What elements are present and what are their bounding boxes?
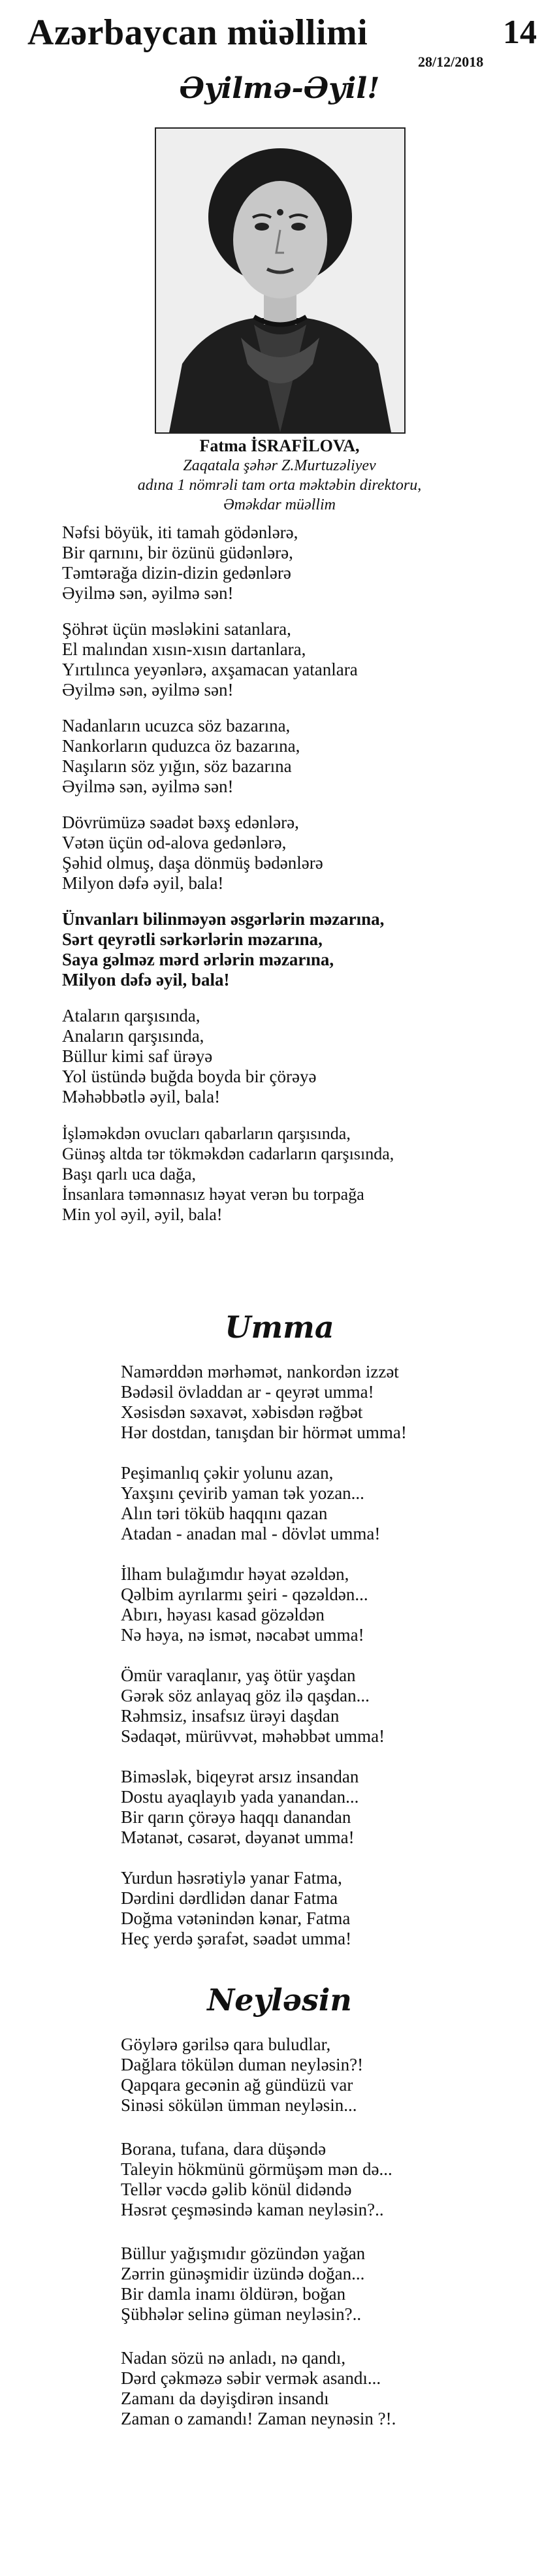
stanza [121, 1666, 385, 1747]
poem-line: Nankorların quduzca öz bazarına, [62, 736, 300, 756]
poem-line: Taleyin hökmünü görmüşəm mən də... [121, 2159, 392, 2179]
poem-line: Şəhid olmuş, daşa dönmüş bədənlərə [62, 853, 323, 873]
poem-line: Hər dostdan, tanışdan bir hörmət umma! [121, 1423, 407, 1442]
poem-line: Bədəsil övladdan ar - qeyrət umma! [121, 1382, 374, 1402]
poem-line: Büllur yağışmıdır gözündən yağan [121, 2244, 366, 2263]
poem-line: Xəsisdən səxavət, xəbisdən rəğbət [121, 1402, 363, 1422]
poem-line: Anaların qarşısında, [62, 1026, 204, 1046]
poem-line: Heç yerdə şərafət, səadət umma! [121, 1929, 352, 1948]
poem-line: Göylərə gərilsə qara buludlar, [121, 2035, 331, 2054]
poem-line: Nəfsi böyük, iti tamah gödənlərə, [62, 523, 298, 542]
poem-line: Dərdini dərdlidən danar Fatma [121, 1888, 338, 1908]
poem-line: Nadanların ucuzca söz bazarına, [62, 716, 291, 735]
stanza [121, 1767, 359, 1848]
poem-line: Naşıların söz yığın, söz bazarına [62, 756, 292, 776]
poem-line: İnsanlara təmənnasız həyat verən bu torpağa [62, 1185, 364, 1204]
poem-line: Dostu ayaqlayıb yada yanandan... [121, 1787, 359, 1807]
poem-line: Bir qarın çörəyə haqqı danandan [121, 1807, 351, 1827]
poem-line: Təmtərağa dizin-dizin gedənlərə [62, 563, 291, 583]
poem-line: Nə həya, nə ismət, nəcabət umma! [121, 1625, 364, 1645]
poem-line: Yurdun həsrətiylə yanar Fatma, [121, 1868, 342, 1888]
stanza [121, 1362, 407, 1443]
stanza [62, 1123, 394, 1225]
poem-line: Yırtılınca yeyənlərə, axşamacan yatanlara [62, 660, 358, 679]
stanza [121, 2139, 392, 2220]
author-title: Əməkdar müəllim [223, 496, 336, 513]
poem-line: Tellər vəcdə gəlib könül didəndə [121, 2180, 352, 2199]
poem-line: Min yol əyil, əyil, bala! [62, 1205, 223, 1224]
stanza [62, 813, 323, 894]
stanza [62, 909, 384, 990]
poem-line: İşləməkdən ovucları qabarların qarşısında, [62, 1124, 351, 1143]
stanza [121, 1564, 368, 1645]
poem-title: Umma [225, 1310, 334, 1345]
poem-line: Sinəsi sökülən ümman neyləsin... [121, 2095, 357, 2115]
poem-line: Doğma vətənindən kənar, Fatma [121, 1908, 351, 1928]
poem-line: Dərd çəkməzə səbir vermək asandı... [121, 2368, 381, 2388]
poem-line: Atadan - anadan mal - dövlət umma! [121, 1524, 381, 1543]
poem-line: Ataların qarşısında, [62, 1006, 200, 1025]
poem-line: Zamanı da dəyişdirən insandı [121, 2389, 329, 2408]
poem-line: Zaman o zamandı! Zaman neynəsin ?!. [121, 2409, 396, 2428]
stanza [121, 2244, 365, 2325]
poem-line: Peşimanlıq çəkir yolunu azan, [121, 1463, 334, 1483]
poem-line: Yol üstündə buğda boyda bir çörəyə [62, 1067, 317, 1086]
poem-line: Həsrət çeşməsində kaman neyləsin?.. [121, 2200, 384, 2219]
poem-line: Dövrümüzə səadət bəxş edənlərə, [62, 813, 299, 832]
stanza [121, 2035, 363, 2116]
poem-line: Nadan sözü nə anladı, nə qandı, [121, 2348, 346, 2368]
poem-line: Gərək söz anlayaq göz ilə qaşdan... [121, 1686, 370, 1705]
stanza [62, 523, 298, 604]
poem-line: Yaxşını çevirib yaman tək yozan... [121, 1483, 364, 1503]
poem-line: Zərrin günəşmidir üzündə doğan... [121, 2264, 365, 2283]
stanza [121, 1868, 351, 1949]
poem-line: Günəş altda tər tökməkdən cadarların qarşısında, [62, 1144, 394, 1163]
poem-line: Məhəbbətlə əyil, bala! [62, 1087, 221, 1106]
poem-line: Sədaqət, mürüvvət, məhəbbət umma! [121, 1726, 385, 1746]
stanza [121, 1463, 380, 1544]
portrait-image [156, 129, 404, 432]
poem-line: Ünvanları bilinməyən əsgərlərin məzarına, [62, 909, 385, 929]
poem-line: Mətanət, cəsarət, dəyanət umma! [121, 1827, 355, 1847]
author-affiliation: Zaqatala şəhər Z.Murtuzəliyev [183, 457, 376, 474]
poem-line: Rəhmsiz, insafsız ürəyi daşdan [121, 1706, 340, 1726]
poem-line: Borana, tufana, dara düşəndə [121, 2139, 327, 2159]
poem-line: Saya gəlməz mərd ərlərin məzarına, [62, 950, 334, 969]
poem-line: İlham bulağımdır həyat əzəldən, [121, 1564, 349, 1584]
masthead: Azərbaycan müəllimi [27, 12, 368, 53]
author-photo [155, 127, 406, 434]
stanza [62, 1006, 316, 1107]
poem-title: Neyləsin [207, 1982, 352, 2018]
poem-line: Milyon dəfə əyil, bala! [62, 873, 224, 893]
poem-line: Biməslək, biqeyrət arsız insandan [121, 1767, 359, 1786]
poem-line: Bir qarnını, bir özünü güdənlərə, [62, 543, 293, 562]
poem-title: Əyilmə-Əyil! [179, 72, 380, 105]
stanza [121, 2348, 396, 2429]
poem-line: Qapqara gecənin ağ gündüzü var [121, 2075, 353, 2095]
page-number: 14 [503, 14, 537, 51]
poem-line: Əyilmə sən, əyilmə sən! [62, 777, 234, 796]
poem-line: Şöhrət üçün məsləkini satanlara, [62, 619, 291, 639]
poem-line: Vətən üçün od-alova gedənlərə, [62, 833, 287, 852]
poem-line: Dağlara tökülən duman neyləsin?! [121, 2055, 364, 2074]
poem-line: Sərt qeyrətli sərkərlərin məzarına, [62, 929, 323, 949]
poem-line: Əyilmə sən, əyilmə sən! [62, 680, 234, 700]
poem-line: Büllur kimi saf ürəyə [62, 1046, 213, 1066]
poem-line: Əyilmə sən, əyilmə sən! [62, 583, 234, 603]
poem-line: Ömür varaqlanır, yaş ötür yaşdan [121, 1666, 356, 1685]
author-caption [0, 436, 559, 515]
stanza [62, 716, 300, 797]
author-name: Fatma İSRAFİLOVA, [199, 436, 360, 455]
poem-line: Qəlbim ayrılarmı şeiri - qəzəldən... [121, 1585, 368, 1604]
poem-line: Milyon dəfə əyil, bala! [62, 970, 230, 990]
author-position: adına 1 nömrəli tam orta məktəbin direktoru, [137, 477, 422, 494]
poem-line: Namərddən mərhəmət, nankordən izzət [121, 1362, 399, 1381]
poem-line: Başı qarlı uca dağa, [62, 1165, 197, 1183]
stanza [62, 619, 358, 700]
poem-line: Alın təri töküb haqqını qazan [121, 1504, 328, 1523]
poem-line: Şübhələr selinə güman neyləsin?.. [121, 2304, 362, 2324]
poem-line: El malından xısın-xısın dartanlara, [62, 639, 306, 659]
issue-date: 28/12/2018 [418, 54, 484, 70]
poem-line: Bir damla inamı öldürən, boğan [121, 2284, 346, 2304]
poem-line: Abırı, həyası kasad gözəldən [121, 1605, 325, 1624]
